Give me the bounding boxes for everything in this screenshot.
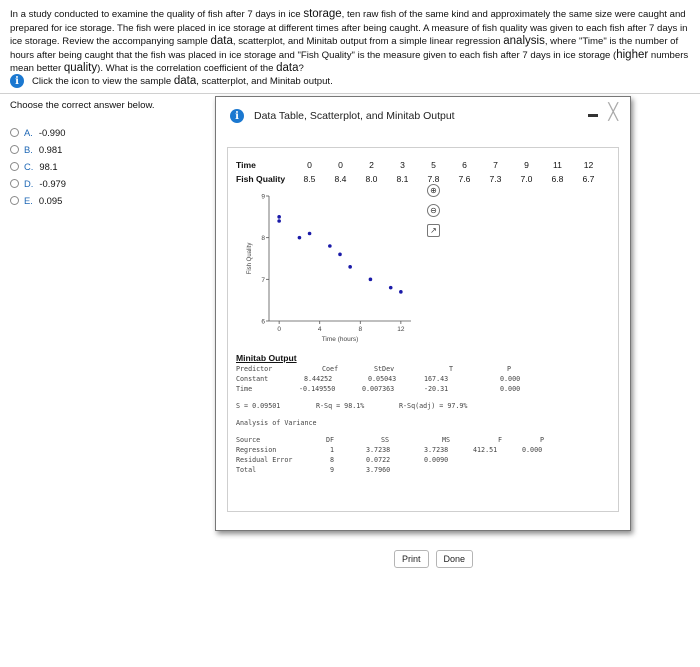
anova-row-total: Total 9 3.7960 [236, 466, 391, 474]
modal-title: Data Table, Scatterplot, and Minitab Output [254, 110, 455, 122]
y-tick-label: 6 [261, 318, 265, 326]
data-point [338, 253, 342, 257]
print-button[interactable]: Print [394, 550, 429, 568]
table-row-time [236, 158, 604, 172]
window-controls [588, 105, 618, 121]
data-point [298, 236, 302, 240]
x-tick-label: 0 [277, 326, 281, 333]
data-point [308, 232, 312, 236]
radio-button[interactable] [10, 179, 19, 188]
y-tick-label: 8 [261, 235, 265, 243]
coef-row-constant: Constant 8.44252 0.05043 167.43 0.000 [236, 375, 521, 383]
close-button[interactable]: ╳ [608, 104, 618, 121]
done-button[interactable]: Done [436, 550, 474, 568]
radio-button[interactable] [10, 196, 19, 205]
quality-header: Fish Quality [236, 174, 286, 184]
radio-button[interactable] [10, 128, 19, 137]
fit-stats-row: S = 0.09501 R-Sq = 98.1% R-Sq(adj) = 97.9% [236, 402, 468, 410]
view-data-prompt [10, 74, 333, 88]
view-data-text: Click the icon to view the sample data, scatterplot, and Minitab output. [32, 75, 333, 87]
answer-options [10, 124, 66, 209]
table-cell: 7.3 [489, 174, 502, 184]
open-external-icon[interactable]: ↗ [427, 224, 440, 237]
y-tick-label: 9 [261, 193, 265, 201]
table-cell: 7.8 [427, 174, 440, 184]
coef-header-row: Predictor Coef StDev T P [236, 365, 512, 373]
scatterplot [239, 188, 419, 348]
coef-row-time: Time -0.149550 0.007363 -20.31 0.000 [236, 385, 521, 393]
anova-row-regression: Regression 1 3.7238 3.7238 412.51 0.000 [236, 446, 543, 454]
time-header: Time [236, 160, 256, 170]
table-cell: 8.5 [303, 174, 316, 184]
option-a[interactable]: A. -0.990 [10, 124, 66, 141]
choose-label: Choose the correct answer below. [10, 100, 155, 111]
table-cell: 6 [462, 160, 467, 170]
table-cell: 2 [369, 160, 374, 170]
option-d[interactable]: D. -0.979 [10, 175, 66, 192]
anova-row-residual: Residual Error 8 0.0722 0.0090 [236, 456, 449, 464]
option-e[interactable]: E. 0.095 [10, 192, 66, 209]
info-icon: i [230, 109, 244, 123]
option-b[interactable]: B. 0.981 [10, 141, 66, 158]
data-modal [215, 96, 631, 564]
data-table [236, 158, 604, 186]
table-cell: 7.0 [520, 174, 533, 184]
radio-button[interactable] [10, 145, 19, 154]
table-row-quality [236, 172, 604, 186]
radio-button[interactable] [10, 162, 19, 171]
anova-title: Analysis of Variance [236, 419, 317, 427]
x-tick-label: 12 [397, 326, 405, 333]
table-cell: 3 [400, 160, 405, 170]
x-tick-label: 4 [317, 326, 322, 333]
table-cell: 11 [553, 160, 562, 170]
table-cell: 8.0 [365, 174, 378, 184]
data-point [369, 278, 373, 282]
anova-header-row: Source DF SS MS F P [236, 436, 545, 444]
table-cell: 12 [583, 160, 594, 170]
option-c[interactable]: C. 98.1 [10, 158, 66, 175]
plot-tools [427, 184, 440, 244]
minimize-button[interactable] [588, 114, 598, 117]
data-point [277, 215, 281, 219]
modal-header [230, 109, 455, 123]
data-point [328, 244, 332, 248]
divider [0, 93, 700, 94]
table-cell: 8.4 [334, 174, 347, 184]
x-axis-label: Time (hours) [321, 336, 359, 343]
table-cell: 6.8 [551, 174, 564, 184]
question-text: In a study conducted to examine the quality of fish after 7 days in ice storage, ten raw fish of the same kind and approximately the same size were caught and prepared for ice storage. The fish were placed in ice storage at different times after being caught. A measure of fish quality was given to each fish after 7 days in ice storage. Review the accompanying sample data, scatterplot, and Minitab output from a simple linear regression analysis, where "Time" is the number of hours after being caught that the fish was placed in ice storage and "Fish Quality" is the measure given to each fish after 7 days in ice storage (higher numbers mean better quality). What is the correlation coefficient of the data? [10, 8, 689, 75]
table-cell: 6.7 [582, 174, 595, 184]
table-cell: 9 [524, 160, 529, 170]
data-point [389, 286, 393, 290]
table-cell: 8.1 [396, 174, 409, 184]
zoom-in-icon[interactable]: ⊕ [427, 184, 440, 197]
y-axis-label: Fish Quality [247, 242, 253, 275]
data-point [348, 265, 352, 269]
minitab-title: Minitab Output [236, 353, 297, 363]
data-point [399, 290, 403, 294]
table-cell: 0 [307, 160, 312, 170]
minitab-output [236, 353, 545, 476]
y-tick-label: 7 [261, 276, 265, 284]
modal-content [227, 147, 619, 564]
table-cell: 5 [431, 160, 436, 170]
table-cell: 7.6 [458, 174, 471, 184]
data-point [277, 219, 281, 223]
table-cell: 0 [338, 160, 343, 170]
modal-buttons [394, 550, 480, 568]
zoom-out-icon[interactable]: ⊖ [427, 204, 440, 217]
x-tick-label: 8 [358, 326, 363, 333]
table-cell: 7 [493, 160, 498, 170]
info-icon[interactable]: i [10, 74, 24, 88]
